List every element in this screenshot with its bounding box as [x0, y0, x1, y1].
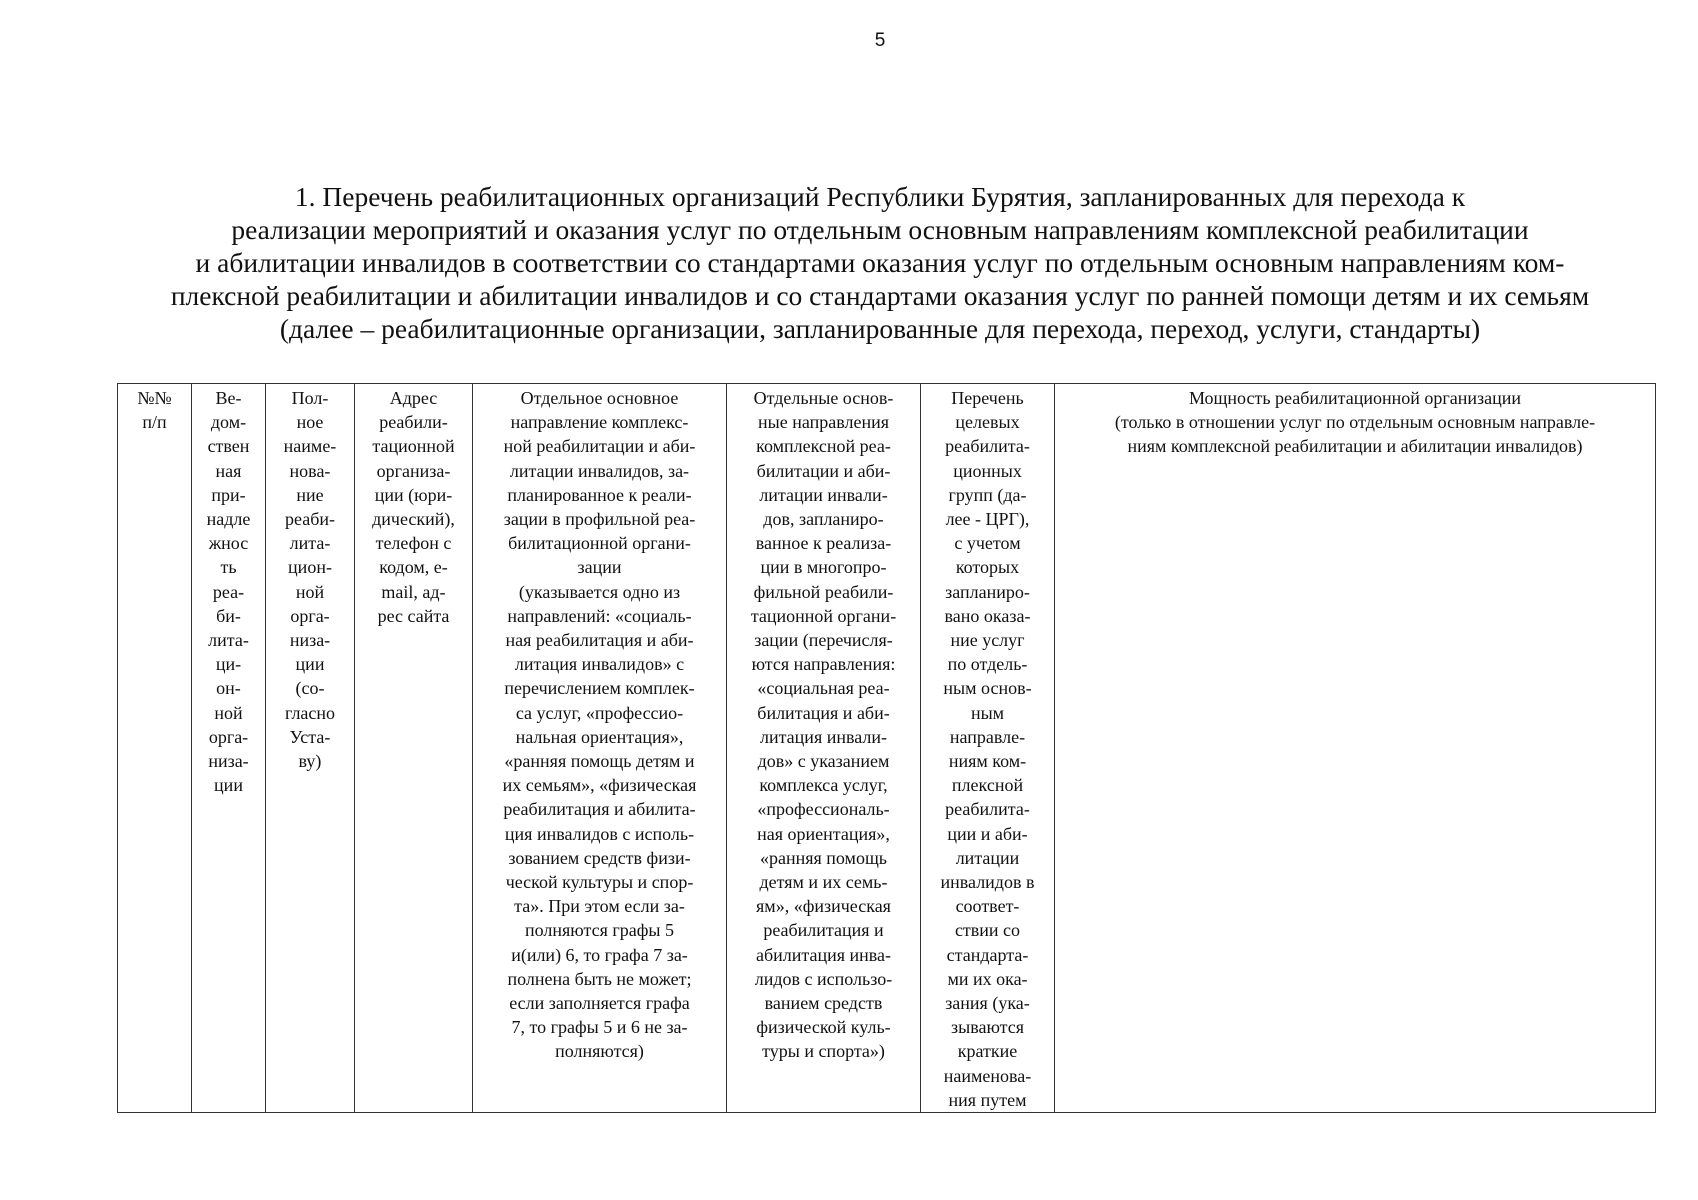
header-text-line: краткие — [957, 1041, 1018, 1062]
header-text-line: реабилита- — [945, 799, 1030, 820]
header-text-line: ции (юри- — [374, 484, 453, 505]
header-text-line: ниям комплексной реабилитации и абилитации инвалидов) — [1127, 436, 1583, 457]
header-text-line: жнос — [208, 533, 249, 554]
header-text-line: абилитация инва- — [755, 944, 892, 965]
header-text-line: лита- — [289, 533, 331, 554]
header-text-line: тационной органи- — [750, 605, 897, 626]
header-text-line: перечислением комплек- — [504, 678, 695, 699]
header-text-line: организа- — [376, 460, 451, 481]
header-text-line: ются направления: — [751, 654, 896, 675]
header-text-line: би- — [216, 605, 241, 626]
header-text-line: реабили- — [379, 412, 448, 433]
header-text-line: Отдельные основ- — [753, 388, 894, 408]
header-text-line: по отдель- — [947, 654, 1028, 675]
header-text-line: ционных — [953, 460, 1022, 481]
header-text-line: ная — [215, 460, 242, 481]
header-text-line: ствии со — [954, 920, 1021, 941]
header-text-line: ми их ока- — [947, 968, 1028, 989]
header-text-line: Перечень — [951, 388, 1024, 408]
header-text-line: ци- — [215, 654, 242, 675]
header-text-line: ть — [220, 557, 237, 578]
header-text-line: Уста- — [289, 726, 331, 747]
header-text-line: если заполняется графа — [509, 993, 690, 1014]
header-text-line: ная реабилитация и аби- — [505, 630, 694, 651]
header-text-line: билитации и аби- — [756, 460, 891, 481]
header-text-line: надле — [206, 509, 251, 530]
header-text-line: цион- — [288, 557, 332, 578]
header-text-line: с учетом — [954, 533, 1021, 554]
header-text-line: тационной — [372, 436, 455, 457]
organizations-table — [117, 383, 1656, 1113]
header-text-line: «социальная реа- — [757, 678, 890, 699]
header-text-line: дов, запланиро- — [763, 509, 884, 530]
header-text-line: ния путем — [948, 1089, 1027, 1110]
header-text-line: кодом, е- — [379, 557, 448, 578]
header-text-line: «профессиональ- — [757, 799, 890, 820]
header-text-line: ствен — [207, 436, 250, 457]
header-text-line: стандарта- — [946, 944, 1029, 965]
header-text-line: ным — [970, 702, 1005, 723]
header-text-line: физической куль- — [756, 1017, 891, 1038]
header-text-line: наиме- — [283, 436, 337, 457]
header-text-line: реа- — [212, 581, 245, 602]
header-text-line: туры и спорта») — [762, 1041, 885, 1062]
header-text-line: низа- — [208, 751, 249, 772]
header-text-line: лидов с использо- — [754, 968, 893, 989]
header-text-line: инвалидов в — [940, 872, 1035, 893]
header-text-line: дический), — [372, 509, 455, 530]
header-text-line: детям и их семь- — [759, 872, 888, 893]
header-text-line: комплексной реа- — [756, 436, 891, 457]
header-text-line: гласно — [284, 702, 336, 723]
header-text-line: фильной реабили- — [753, 581, 894, 602]
document-title — [110, 180, 1650, 345]
header-text-line: са услуг, «профессио- — [515, 702, 684, 723]
header-text-line: (со- — [295, 678, 325, 699]
header-text-line: ная ориентация», — [757, 823, 890, 844]
header-text-line: (указывается одно из — [518, 581, 681, 602]
header-text-line: литации инвали- — [759, 484, 888, 505]
header-text-line: ванием средств — [764, 993, 883, 1014]
header-text-line: комплекса услуг, — [759, 775, 888, 796]
header-text-line: билитация и аби- — [757, 702, 890, 723]
header-text-line: их семьям», «физическая — [502, 775, 697, 796]
header-text-line: при- — [211, 484, 246, 505]
header-text-line: направле- — [949, 726, 1026, 747]
header-text-line: целевых — [955, 412, 1020, 433]
header-text-line: литация инвали- — [759, 726, 888, 747]
header-text-line: Адрес — [389, 388, 438, 408]
column-header-multi-directions — [727, 384, 921, 1113]
header-text-line: (только в отношении услуг по отдельным основным направле- — [1114, 412, 1596, 433]
header-text-line: ванное к реализа- — [755, 533, 892, 554]
header-text-line: лита- — [208, 630, 249, 651]
title-line: плексной реабилитации и абилитации инвалидов и со стандартами оказания услуг по ранней помощи детям и их семьям — [170, 280, 1590, 311]
header-text-line: mail, ад- — [381, 581, 446, 602]
header-text-line: ниям ком- — [948, 751, 1027, 772]
header-text-line: телефон с — [375, 533, 452, 554]
header-text-line: ву) — [298, 751, 322, 772]
header-text-line: зации в профильной реа- — [503, 509, 696, 530]
header-text-line: дом- — [210, 412, 247, 433]
header-text-line: ческой культуры и спор- — [505, 872, 694, 893]
header-text-line: зания (ука- — [945, 993, 1030, 1014]
header-text-line: зованием средств физи- — [508, 847, 691, 868]
header-text-line: Ве- — [215, 388, 242, 408]
title-line: 1. Перечень реабилитационных организаций Республики Бурятия, запланированных для перехода к — [294, 181, 1466, 212]
header-text-line: ция инвалидов с исполь- — [504, 823, 695, 844]
column-header-capacity — [1055, 384, 1656, 1113]
header-text-line: зации — [577, 557, 622, 578]
header-text-line: направлений: «социаль- — [507, 605, 692, 626]
header-text-line: зываются — [950, 1017, 1025, 1038]
header-text-line: он- — [216, 678, 241, 699]
header-text-line: реабилитация и абилита- — [503, 799, 696, 820]
header-text-line: орга- — [208, 726, 249, 747]
header-text-line: вано оказа- — [944, 605, 1031, 626]
header-text-line: литации инвалидов, за- — [509, 460, 690, 481]
header-text-line: которых — [955, 557, 1020, 578]
column-header-affiliation — [192, 384, 266, 1113]
header-text-line: реаби- — [285, 509, 335, 530]
page-number: 5 — [874, 30, 886, 51]
header-text-line: 7, то графы 5 и 6 не за- — [511, 1017, 688, 1038]
header-text-line: нова- — [289, 460, 331, 481]
title-line: и абилитации инвалидов в соответствии со стандартами оказания услуг по отдельным основным направлениям ком- — [195, 247, 1565, 278]
column-header-full-name — [266, 384, 355, 1113]
header-text-line: и(или) 6, то графа 7 за- — [511, 944, 688, 965]
header-text-line: соответ- — [955, 896, 1020, 917]
header-text-line: Мощность реабилитационной организации — [1188, 388, 1522, 408]
header-text-line: лее - ЦРГ), — [945, 509, 1030, 530]
header-text-line: ние — [296, 484, 324, 505]
header-text-line: ние услуг — [950, 630, 1025, 651]
header-text-line: п/п — [142, 412, 167, 433]
header-text-line: полняются) — [555, 1041, 644, 1062]
header-text-line: реабилита- — [945, 436, 1030, 457]
header-text-line: рес сайта — [377, 605, 450, 626]
header-text-line: Отдельное основное — [520, 388, 679, 408]
header-text-line: ной — [295, 581, 325, 602]
header-text-line: низа- — [289, 630, 331, 651]
header-text-line: дов» с указанием — [757, 751, 890, 772]
header-text-line: ям», «физическая — [756, 896, 891, 917]
header-text-line: ным основ- — [943, 678, 1032, 699]
header-text-line: ное — [296, 412, 324, 433]
title-line: (далее – реабилитационные организации, запланированные для перехода, переход, услуги, стандарты) — [279, 313, 1481, 344]
header-text-line: наименова- — [943, 1065, 1032, 1086]
header-text-line: «ранняя помощь детям и — [504, 751, 695, 772]
column-header-single-direction — [473, 384, 727, 1113]
header-text-line: полняются графы 5 — [525, 920, 674, 941]
header-text-line: групп (да- — [948, 484, 1027, 505]
header-text-line: ции в многопро- — [760, 557, 887, 578]
header-text-line: полнена быть не может; — [507, 968, 692, 989]
column-header-address — [355, 384, 473, 1113]
column-header-target-groups — [921, 384, 1055, 1113]
header-text-line: направление комплекс- — [510, 412, 689, 433]
header-text-line: ной — [214, 702, 243, 723]
header-text-line: литация инвалидов» с — [514, 654, 685, 675]
header-text-line: реабилитация и — [763, 920, 884, 941]
header-text-line: зации (перечисля- — [754, 630, 893, 651]
header-text-line: нальная ориентация», — [515, 726, 684, 747]
header-text-line: билитационной органи- — [508, 533, 691, 554]
header-text-line: литации — [955, 847, 1020, 868]
header-text-line: ной реабилитации и аби- — [503, 436, 696, 457]
table-header-row — [118, 384, 1656, 1113]
header-text-line: №№ — [137, 388, 172, 408]
header-text-line: плексной — [951, 775, 1024, 796]
title-line: реализации мероприятий и оказания услуг по отдельным основным направлениям комплексной реабилитации — [231, 214, 1529, 245]
header-text-line: ции — [214, 775, 243, 796]
header-text-line: ные направления — [757, 412, 889, 433]
header-text-line: планированное к реали- — [507, 484, 692, 505]
header-text-line: «ранняя помощь — [759, 847, 888, 868]
header-text-line: та». При этом если за- — [514, 896, 685, 917]
column-header-num — [118, 384, 192, 1113]
header-text-line: Пол- — [291, 388, 329, 408]
header-text-line: орга- — [290, 605, 330, 626]
header-text-line: запланиро- — [945, 581, 1030, 602]
header-text-line: ции — [295, 654, 325, 675]
header-text-line: ции и аби- — [947, 823, 1028, 844]
